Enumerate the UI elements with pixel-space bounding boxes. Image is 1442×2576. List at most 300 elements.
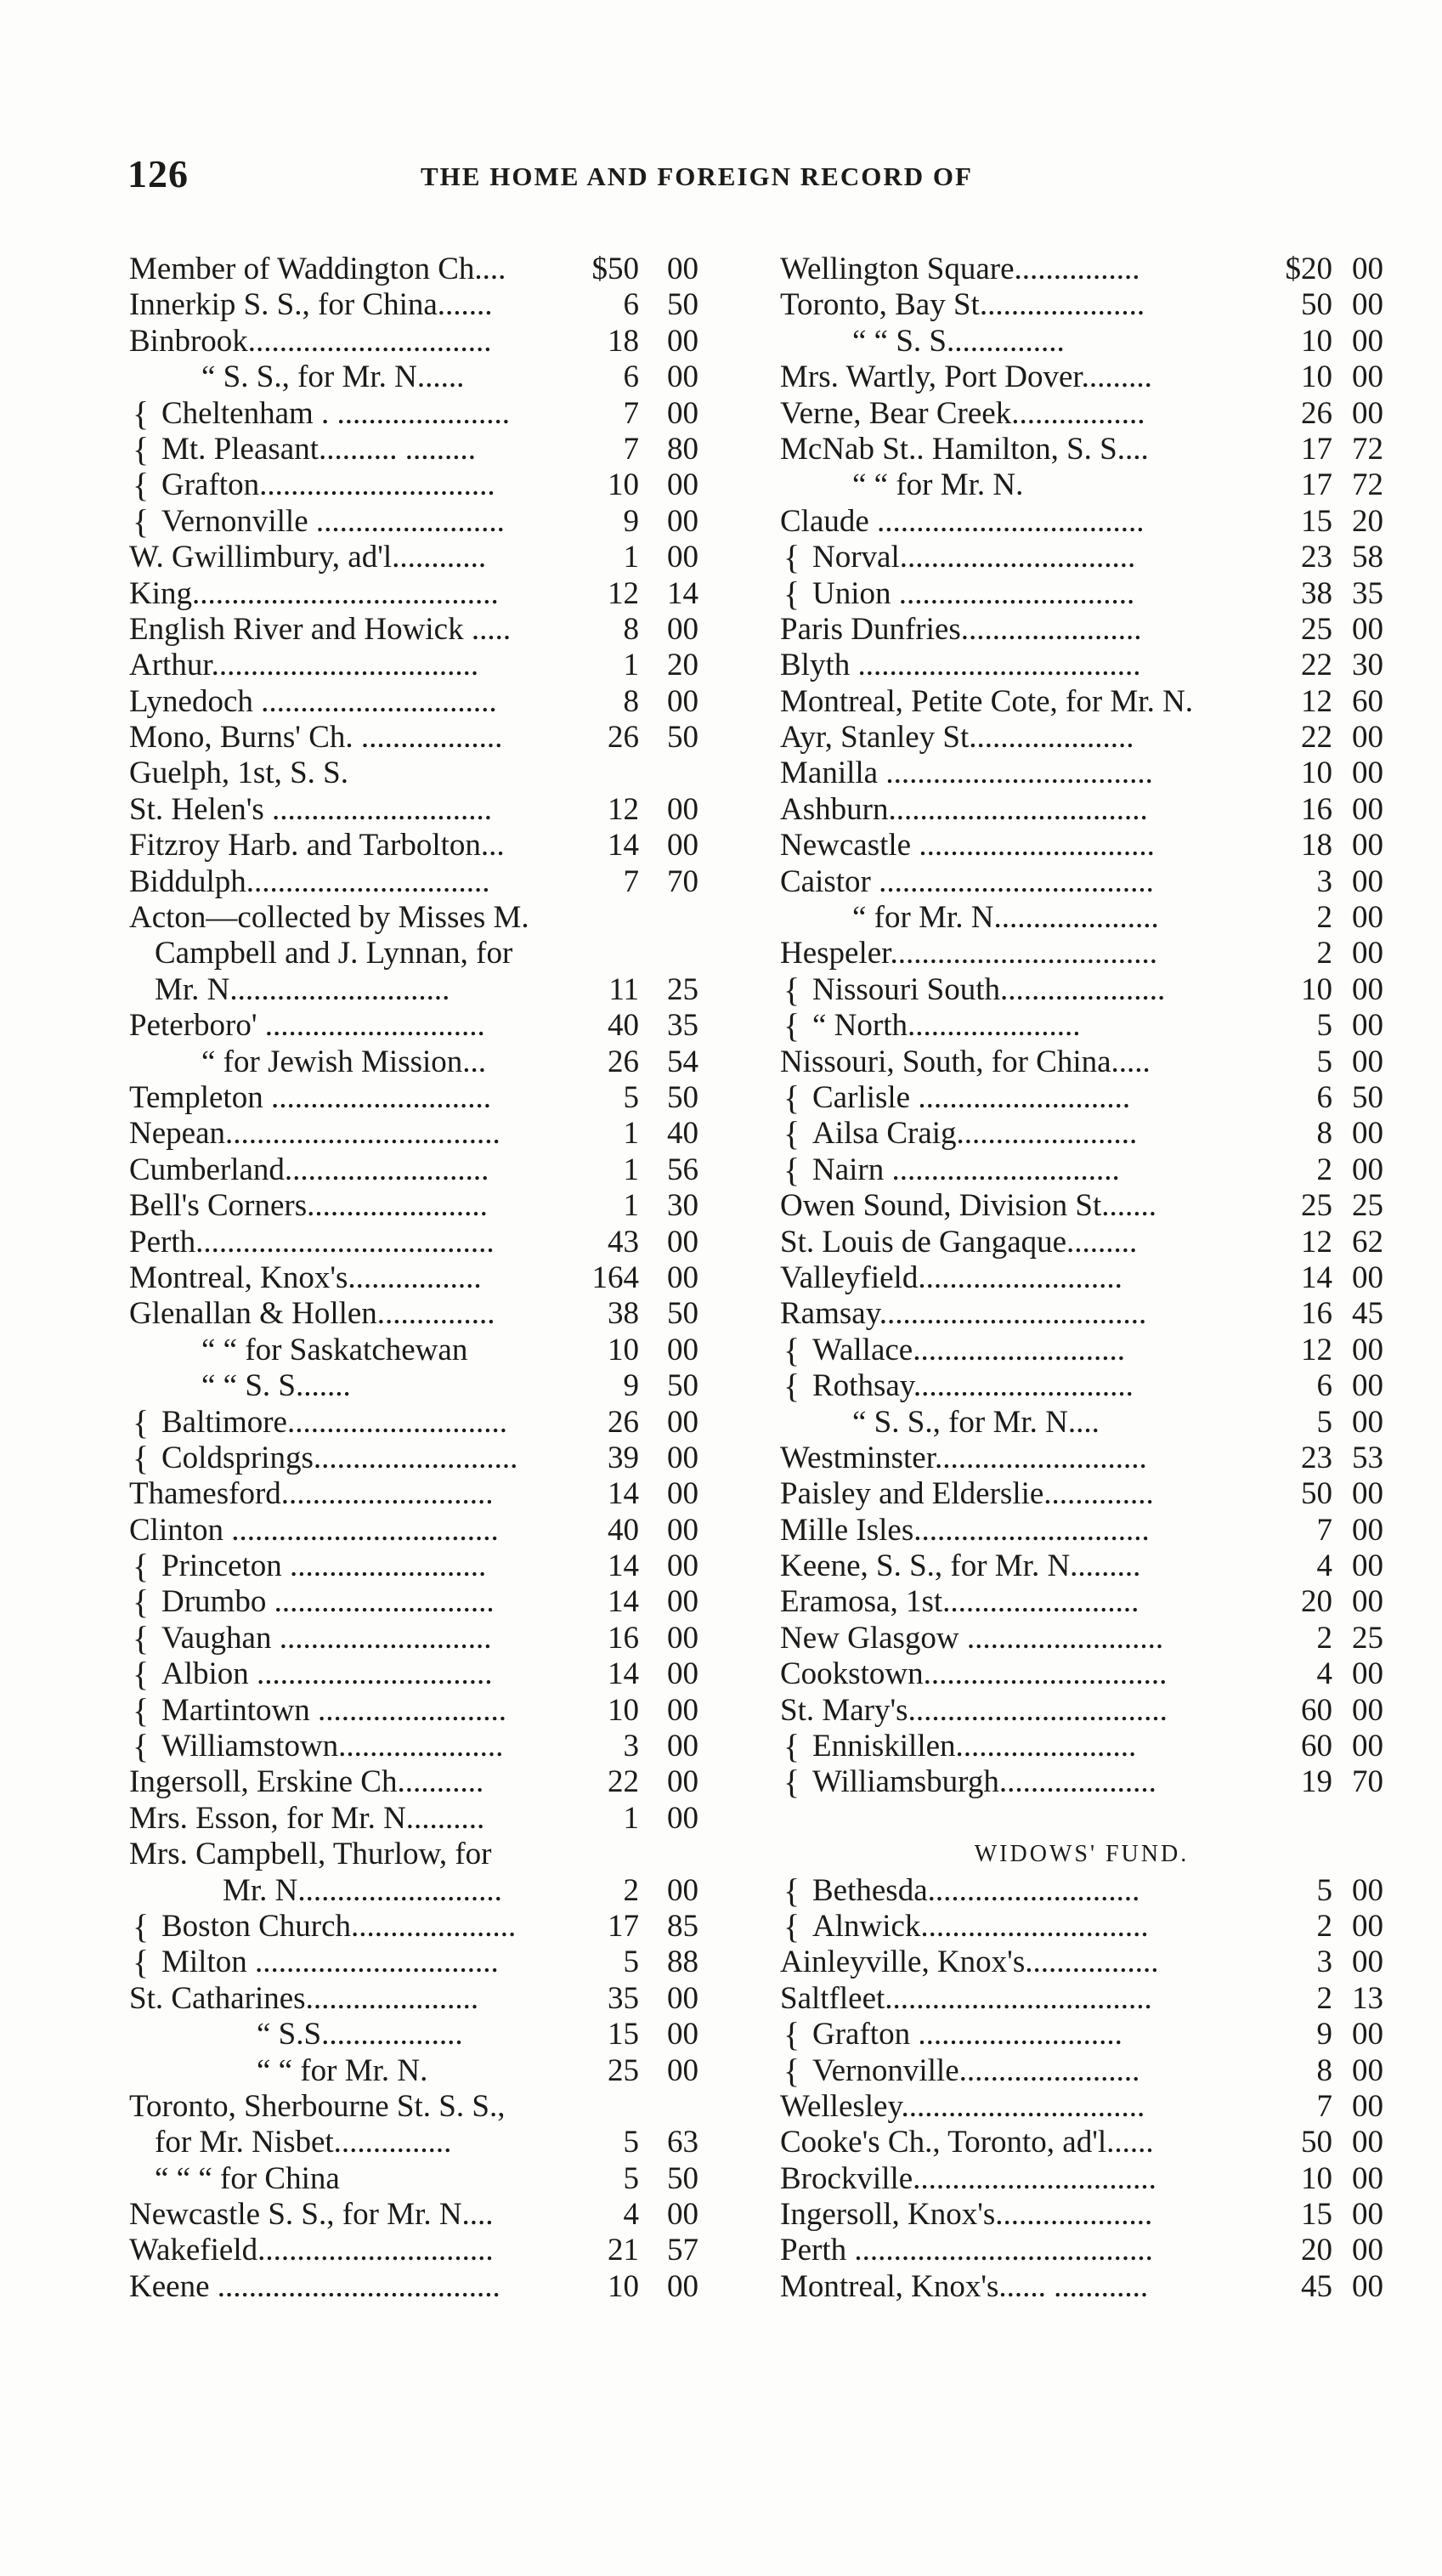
amount-dollars: 14 bbox=[608, 1656, 639, 1692]
contribution-label: Acton—collected by Misses M. bbox=[129, 900, 529, 936]
contribution-row bbox=[780, 2125, 1383, 2160]
amount-cents: 50 bbox=[667, 720, 698, 756]
contribution-label: St. Louis de Gangaque......... bbox=[780, 1224, 1138, 1260]
amount-cents: 00 bbox=[667, 1224, 698, 1260]
amount-dollars: 5 bbox=[1316, 1872, 1332, 1908]
contribution-row bbox=[129, 1476, 739, 1512]
amount-dollars: 9 bbox=[623, 503, 639, 539]
contribution-row bbox=[129, 1981, 739, 2017]
contribution-label: for Mr. Nisbet............... bbox=[155, 2125, 452, 2160]
amount-cents: 25 bbox=[667, 971, 698, 1007]
amount-dollars: 40 bbox=[608, 1008, 639, 1044]
amount-dollars: 4 bbox=[1316, 1548, 1332, 1584]
amount-dollars: 10 bbox=[608, 1332, 639, 1367]
contribution-label: “ for Jewish Mission... bbox=[201, 1044, 487, 1079]
amount-dollars: 20 bbox=[1301, 1584, 1332, 1620]
amount-dollars: 4 bbox=[623, 2197, 639, 2233]
amount-dollars: 1 bbox=[623, 540, 639, 575]
amount-cents: 00 bbox=[1352, 611, 1383, 647]
amount-cents: 00 bbox=[1352, 1872, 1383, 1908]
contribution-label: Perth ...................................... bbox=[780, 2233, 1153, 2268]
brace-mark: { bbox=[783, 2015, 800, 2054]
contribution-label: “ “ S. S....... bbox=[201, 1368, 351, 1404]
brace-mark: { bbox=[783, 1367, 800, 1406]
amount-cents: 00 bbox=[1352, 1729, 1383, 1764]
contribution-label: Cookstown............................... bbox=[780, 1656, 1168, 1692]
amount-cents: 00 bbox=[667, 1404, 698, 1440]
amount-dollars: 8 bbox=[623, 683, 639, 719]
contribution-label: Fitzroy Harb. and Tarbolton... bbox=[129, 828, 505, 863]
amount-cents: 00 bbox=[1352, 2160, 1383, 2196]
contribution-label: Union .............................. bbox=[812, 575, 1135, 611]
amount-dollars: 2 bbox=[1316, 1620, 1332, 1656]
amount-dollars: 7 bbox=[623, 431, 639, 467]
amount-cents: 00 bbox=[1352, 1116, 1383, 1152]
brace-mark: { bbox=[133, 1402, 150, 1441]
contribution-label: Paisley and Elderslie.............. bbox=[780, 1476, 1154, 1512]
amount-dollars: 6 bbox=[623, 360, 639, 395]
contribution-row bbox=[780, 1188, 1383, 1224]
amount-cents: 35 bbox=[667, 1008, 698, 1044]
contribution-row bbox=[780, 1945, 1383, 1980]
contribution-label: Arthur.................................. bbox=[129, 648, 479, 683]
amount-dollars: 20 bbox=[1301, 2233, 1332, 2268]
contribution-row bbox=[129, 1368, 739, 1404]
amount-dollars: 3 bbox=[623, 1729, 639, 1764]
contribution-row bbox=[780, 1513, 1383, 1548]
contribution-label: Nissouri, South, for China..... bbox=[780, 1044, 1151, 1079]
amount-cents: 00 bbox=[1352, 1945, 1383, 1980]
contribution-row bbox=[129, 1260, 739, 1296]
contribution-row bbox=[780, 648, 1383, 683]
contribution-row bbox=[780, 684, 1383, 720]
amount-cents: 62 bbox=[1352, 1224, 1383, 1260]
contribution-row bbox=[780, 1441, 1383, 1476]
amount-dollars: 10 bbox=[1301, 2160, 1332, 2196]
amount-dollars: 17 bbox=[1301, 467, 1332, 503]
contribution-row bbox=[129, 2161, 739, 2197]
amount-cents: 00 bbox=[1352, 1548, 1383, 1584]
contribution-label: Mrs. Esson, for Mr. N.......... bbox=[129, 1800, 485, 1836]
contribution-label: Mr. N............................ bbox=[155, 971, 450, 1007]
contribution-row bbox=[780, 324, 1383, 360]
amount-dollars: 2 bbox=[1316, 1152, 1332, 1187]
amount-cents: 00 bbox=[1352, 1692, 1383, 1728]
amount-cents: 00 bbox=[1352, 287, 1383, 323]
brace-mark: { bbox=[783, 1727, 800, 1766]
amount-dollars: 14 bbox=[1301, 1260, 1332, 1295]
amount-dollars: 8 bbox=[1316, 2052, 1332, 2088]
amount-cents: 00 bbox=[667, 1656, 698, 1692]
contribution-label: Paris Dunfries....................... bbox=[780, 611, 1142, 647]
amount-dollars: 22 bbox=[1301, 720, 1332, 756]
amount-cents: 00 bbox=[1352, 252, 1383, 286]
amount-dollars: 2 bbox=[1316, 936, 1332, 971]
contribution-row bbox=[780, 1476, 1383, 1512]
amount-cents: 63 bbox=[667, 2125, 698, 2160]
amount-cents: 00 bbox=[1352, 2052, 1383, 2088]
contribution-row bbox=[129, 1438, 739, 1477]
contribution-label: Nairn ............................. bbox=[812, 1152, 1120, 1187]
brace-mark: { bbox=[783, 1114, 800, 1153]
contribution-row bbox=[780, 2053, 1383, 2089]
amount-cents: 50 bbox=[667, 1296, 698, 1332]
contribution-row bbox=[780, 1693, 1383, 1729]
contribution-row bbox=[129, 1225, 739, 1260]
contribution-row bbox=[780, 1584, 1383, 1620]
amount-cents: 00 bbox=[1352, 863, 1383, 899]
contribution-row bbox=[129, 1080, 739, 1116]
contribution-label: Manilla .................................. bbox=[780, 756, 1153, 791]
contribution-label: Newcastle S. S., for Mr. N.... bbox=[129, 2197, 494, 2233]
amount-dollars: 45 bbox=[1301, 2268, 1332, 2304]
contribution-label: Campbell and J. Lynnan, for bbox=[155, 936, 513, 971]
amount-cents: 60 bbox=[1352, 683, 1383, 719]
amount-cents: 00 bbox=[1352, 1152, 1383, 1187]
contribution-label: Montreal, Knox's................. bbox=[129, 1260, 482, 1295]
amount-cents: 25 bbox=[1352, 1188, 1383, 1224]
contribution-row bbox=[129, 2053, 739, 2089]
contribution-label: New Glasgow ......................... bbox=[780, 1620, 1164, 1656]
contribution-row bbox=[780, 1045, 1383, 1080]
contribution-row bbox=[780, 1621, 1383, 1656]
contribution-label: Lynedoch .............................. bbox=[129, 683, 497, 719]
contribution-label: Clinton .................................. bbox=[129, 1512, 499, 1548]
amount-dollars: 16 bbox=[1301, 791, 1332, 827]
amount-dollars: 26 bbox=[608, 720, 639, 756]
amount-cents: 56 bbox=[667, 1152, 698, 1187]
amount-dollars: 15 bbox=[1301, 503, 1332, 539]
contribution-row bbox=[129, 1945, 739, 1980]
contribution-label: Westminster........................... bbox=[780, 1440, 1147, 1475]
contribution-label: Ailsa Craig....................... bbox=[812, 1116, 1138, 1152]
contribution-row bbox=[780, 1330, 1383, 1369]
amount-dollars: 6 bbox=[1316, 1368, 1332, 1404]
contribution-label: Wallace........................... bbox=[812, 1332, 1125, 1367]
contribution-label: Cooke's Ch., Toronto, ad'l...... bbox=[780, 2125, 1154, 2160]
contribution-row bbox=[780, 467, 1383, 503]
amount-cents: 00 bbox=[1352, 323, 1383, 359]
amount-cents: 00 bbox=[667, 1620, 698, 1656]
contribution-row bbox=[129, 1584, 739, 1620]
page-number: 126 bbox=[127, 152, 189, 195]
contribution-label: Binbrook............................... bbox=[129, 323, 492, 359]
contribution-label: Ramsay.................................. bbox=[780, 1296, 1147, 1332]
contribution-row bbox=[129, 900, 739, 936]
amount-cents: 00 bbox=[667, 1476, 698, 1512]
contribution-label: Milton ............................... bbox=[161, 1945, 499, 1980]
contribution-row bbox=[780, 396, 1383, 432]
contribution-label: Montreal, Petite Cote, for Mr. N. bbox=[780, 683, 1194, 719]
contribution-label: Glenallan & Hollen............... bbox=[129, 1296, 495, 1332]
amount-dollars: 12 bbox=[608, 791, 639, 827]
amount-cents: 25 bbox=[1352, 1620, 1383, 1656]
amount-cents: 00 bbox=[667, 1332, 698, 1367]
amount-cents: 00 bbox=[1352, 1368, 1383, 1404]
contribution-row bbox=[780, 1296, 1383, 1332]
contribution-row bbox=[780, 1368, 1383, 1404]
contribution-label: Grafton .......................... bbox=[812, 2017, 1122, 2052]
contribution-row bbox=[780, 1981, 1383, 2017]
contribution-label: Biddulph............................... bbox=[129, 863, 490, 899]
contribution-row bbox=[780, 540, 1383, 575]
brace-mark: { bbox=[133, 1618, 150, 1657]
amount-dollars: 5 bbox=[1316, 1404, 1332, 1440]
amount-dollars: 1 bbox=[623, 648, 639, 683]
amount-cents: 00 bbox=[1352, 1584, 1383, 1620]
amount-dollars: 164 bbox=[591, 1260, 639, 1295]
contribution-label: Bethesda........................... bbox=[812, 1872, 1140, 1908]
contribution-row bbox=[129, 1764, 739, 1800]
amount-dollars: 38 bbox=[1301, 575, 1332, 611]
contribution-label: Mrs. Campbell, Thurlow, for bbox=[129, 1837, 492, 1872]
amount-cents: 00 bbox=[667, 611, 698, 647]
amount-cents: 00 bbox=[667, 1764, 698, 1800]
contribution-row bbox=[780, 2197, 1383, 2233]
amount-cents: 00 bbox=[667, 1800, 698, 1836]
contribution-label: Bell's Corners....................... bbox=[129, 1188, 488, 1224]
contribution-label: Keene, S. S., for Mr. N......... bbox=[780, 1548, 1141, 1584]
contribution-label: Templeton ............................ bbox=[129, 1079, 491, 1115]
contribution-label: Member of Waddington Ch.... bbox=[129, 252, 506, 286]
amount-dollars: 15 bbox=[608, 2017, 639, 2052]
contribution-label: Innerkip S. S., for China....... bbox=[129, 287, 493, 323]
contribution-label: Wellington Square................ bbox=[780, 252, 1140, 286]
amount-cents: 50 bbox=[667, 1079, 698, 1115]
amount-dollars: 8 bbox=[1316, 1116, 1332, 1152]
amount-cents: 00 bbox=[667, 323, 698, 359]
amount-dollars: 23 bbox=[1301, 540, 1332, 575]
right-column bbox=[780, 252, 1383, 2305]
contribution-label: Mille Isles.............................. bbox=[780, 1512, 1150, 1548]
contribution-row bbox=[780, 1260, 1383, 1296]
contribution-label: Coldsprings.......................... bbox=[161, 1440, 518, 1475]
amount-cents: 00 bbox=[1352, 1908, 1383, 1944]
contribution-row bbox=[129, 540, 739, 575]
contribution-label: Guelph, 1st, S. S. bbox=[129, 756, 349, 791]
contribution-label: Blyth .................................... bbox=[780, 648, 1141, 683]
amount-cents: 00 bbox=[667, 503, 698, 539]
brace-mark: { bbox=[783, 1871, 800, 1910]
contribution-row bbox=[129, 1402, 739, 1441]
section-title: WIDOWS' FUND. bbox=[974, 1841, 1190, 1868]
contribution-label: “ S. S., for Mr. N...... bbox=[201, 360, 465, 395]
brace-mark: { bbox=[783, 1330, 800, 1369]
amount-dollars: 10 bbox=[608, 467, 639, 503]
contribution-label: Norval.............................. bbox=[812, 540, 1136, 575]
contribution-row bbox=[129, 2269, 739, 2305]
amount-cents: 00 bbox=[1352, 2268, 1383, 2304]
contribution-row bbox=[129, 429, 739, 468]
contribution-row bbox=[780, 2017, 1383, 2052]
amount-dollars: 10 bbox=[1301, 323, 1332, 359]
contribution-label: King....................................... bbox=[129, 575, 499, 611]
brace-mark: { bbox=[783, 1763, 800, 1802]
amount-dollars: 43 bbox=[608, 1224, 639, 1260]
contribution-row bbox=[780, 360, 1383, 395]
amount-cents: 00 bbox=[1352, 1476, 1383, 1512]
amount-dollars: 5 bbox=[623, 1945, 639, 1980]
brace-mark: { bbox=[133, 1438, 150, 1477]
amount-cents: 35 bbox=[1352, 575, 1383, 611]
brace-mark: { bbox=[133, 1547, 150, 1586]
amount-cents: 00 bbox=[667, 2017, 698, 2052]
amount-cents: 00 bbox=[1352, 971, 1383, 1007]
contribution-row bbox=[780, 1906, 1383, 1945]
contribution-row bbox=[780, 864, 1383, 900]
amount-dollars: 18 bbox=[608, 323, 639, 359]
contribution-label: “ “ for Saskatchewan bbox=[201, 1332, 468, 1367]
amount-cents: 00 bbox=[667, 2197, 698, 2233]
amount-cents: 00 bbox=[1352, 2125, 1383, 2160]
brace-mark: { bbox=[133, 1727, 150, 1766]
amount-dollars: 19 bbox=[1301, 1764, 1332, 1800]
amount-cents: 00 bbox=[1352, 1260, 1383, 1295]
amount-cents: 00 bbox=[1352, 900, 1383, 936]
amount-dollars: 3 bbox=[1316, 1945, 1332, 1980]
amount-cents: 40 bbox=[667, 1116, 698, 1152]
contribution-row bbox=[780, 1116, 1383, 1152]
amount-dollars: 50 bbox=[1301, 287, 1332, 323]
contribution-row bbox=[129, 501, 739, 541]
amount-dollars: 14 bbox=[608, 1584, 639, 1620]
contribution-label: Vernonville....................... bbox=[812, 2052, 1140, 2088]
amount-cents: 50 bbox=[667, 287, 698, 323]
amount-dollars: 22 bbox=[608, 1764, 639, 1800]
brace-mark: { bbox=[133, 1655, 150, 1694]
contribution-row bbox=[129, 1296, 739, 1332]
contribution-label: Alnwick............................. bbox=[812, 1908, 1149, 1944]
contribution-label: Wakefield.............................. bbox=[129, 2233, 494, 2268]
amount-dollars: 7 bbox=[1316, 2088, 1332, 2124]
amount-dollars: 25 bbox=[1301, 611, 1332, 647]
contribution-label: Cumberland.......................... bbox=[129, 1152, 489, 1187]
contribution-row bbox=[780, 432, 1383, 467]
amount-dollars: 7 bbox=[623, 395, 639, 431]
amount-dollars: 6 bbox=[623, 287, 639, 323]
contribution-row bbox=[129, 324, 739, 360]
contribution-label: “ “ for Mr. N. bbox=[257, 2052, 428, 2088]
contribution-label: Rothsay............................ bbox=[812, 1368, 1134, 1404]
amount-dollars: 21 bbox=[608, 2233, 639, 2268]
contribution-row bbox=[129, 864, 739, 900]
contribution-row bbox=[129, 287, 739, 323]
brace-mark: { bbox=[133, 501, 150, 541]
contribution-label: Williamstown..................... bbox=[161, 1729, 504, 1764]
contribution-label: “ S.S.................. bbox=[257, 2017, 463, 2052]
contribution-row bbox=[129, 252, 739, 287]
amount-cents: 00 bbox=[667, 791, 698, 827]
contribution-row bbox=[780, 936, 1383, 971]
contribution-label: Mrs. Wartly, Port Dover......... bbox=[780, 360, 1152, 395]
contribution-label: Cheltenham . ...................... bbox=[161, 395, 511, 431]
contribution-row bbox=[129, 1116, 739, 1152]
contribution-row bbox=[129, 1801, 739, 1837]
amount-dollars: 26 bbox=[608, 1404, 639, 1440]
amount-cents: 00 bbox=[1352, 2017, 1383, 2052]
amount-dollars: 12 bbox=[1301, 1332, 1332, 1367]
amount-dollars: 12 bbox=[1301, 1224, 1332, 1260]
contribution-row bbox=[129, 1548, 739, 1584]
amount-cents: 00 bbox=[1352, 1404, 1383, 1440]
amount-cents: 00 bbox=[667, 1692, 698, 1728]
contribution-row bbox=[780, 612, 1383, 648]
contribution-label: Grafton.............................. bbox=[161, 467, 495, 503]
contribution-row bbox=[129, 828, 739, 863]
contribution-row bbox=[780, 1873, 1383, 1909]
brace-mark: { bbox=[133, 393, 150, 433]
amount-cents: 00 bbox=[667, 252, 698, 286]
contribution-label: Mt. Pleasant.......... ......... bbox=[161, 431, 476, 467]
contribution-label: W. Gwillimbury, ad'l............ bbox=[129, 540, 487, 575]
contribution-row bbox=[129, 2089, 739, 2125]
amount-cents: 00 bbox=[1352, 2233, 1383, 2268]
amount-dollars: 1 bbox=[623, 1116, 639, 1152]
contribution-row bbox=[129, 1837, 739, 1872]
contribution-row bbox=[780, 828, 1383, 863]
contribution-row bbox=[780, 2233, 1383, 2268]
amount-dollars: 2 bbox=[1316, 1908, 1332, 1944]
contribution-label: Princeton ......................... bbox=[161, 1548, 487, 1584]
amount-cents: 00 bbox=[1352, 2197, 1383, 2233]
amount-cents: 00 bbox=[667, 1440, 698, 1475]
contribution-label: “ S. S., for Mr. N.... bbox=[852, 1404, 1100, 1440]
contribution-row bbox=[780, 2269, 1383, 2305]
contribution-row bbox=[129, 2197, 739, 2233]
amount-cents: 00 bbox=[1352, 936, 1383, 971]
brace-mark: { bbox=[133, 1906, 150, 1945]
amount-cents: 54 bbox=[667, 1044, 698, 1079]
amount-cents: 00 bbox=[667, 1548, 698, 1584]
contribution-label: “ “ S. S............... bbox=[852, 323, 1065, 359]
amount-dollars: 2 bbox=[623, 1872, 639, 1908]
contribution-label: “ “ “ for China bbox=[155, 2160, 340, 2196]
amount-dollars: 5 bbox=[1316, 1044, 1332, 1079]
amount-dollars: 25 bbox=[608, 2052, 639, 2088]
amount-dollars: $20 bbox=[1285, 252, 1332, 286]
contribution-label: Saltfleet.................................. bbox=[780, 1980, 1152, 2016]
contribution-row bbox=[129, 2017, 739, 2052]
amount-dollars: 1 bbox=[623, 1800, 639, 1836]
contribution-row bbox=[780, 1729, 1383, 1764]
amount-cents: 72 bbox=[1352, 467, 1383, 503]
contribution-row bbox=[780, 287, 1383, 323]
contribution-label: “ for Mr. N..................... bbox=[852, 900, 1159, 936]
amount-cents: 00 bbox=[667, 1260, 698, 1295]
amount-cents: 85 bbox=[667, 1908, 698, 1944]
amount-dollars: 2 bbox=[1316, 900, 1332, 936]
contribution-label: Wellesley............................... bbox=[780, 2088, 1145, 2124]
amount-cents: 70 bbox=[1352, 1764, 1383, 1800]
amount-cents: 00 bbox=[667, 2052, 698, 2088]
amount-dollars: 60 bbox=[1301, 1692, 1332, 1728]
contribution-label: English River and Howick ..... bbox=[129, 611, 512, 647]
amount-dollars: 9 bbox=[1316, 2017, 1332, 2052]
contribution-label: Nissouri South..................... bbox=[812, 971, 1166, 1007]
amount-dollars: 8 bbox=[623, 611, 639, 647]
brace-mark: { bbox=[783, 1906, 800, 1945]
amount-dollars: 25 bbox=[1301, 1188, 1332, 1224]
contribution-label: Thamesford........................... bbox=[129, 1476, 494, 1512]
amount-cents: 88 bbox=[667, 1945, 698, 1980]
contribution-label: Hespeler.................................. bbox=[780, 936, 1157, 971]
amount-dollars: 7 bbox=[623, 863, 639, 899]
contribution-row bbox=[780, 2161, 1383, 2197]
contribution-label: Valleyfield.......................... bbox=[780, 1260, 1122, 1295]
amount-dollars: 10 bbox=[1301, 971, 1332, 1007]
contribution-row bbox=[780, 1548, 1383, 1584]
amount-dollars: 35 bbox=[608, 1980, 639, 2016]
